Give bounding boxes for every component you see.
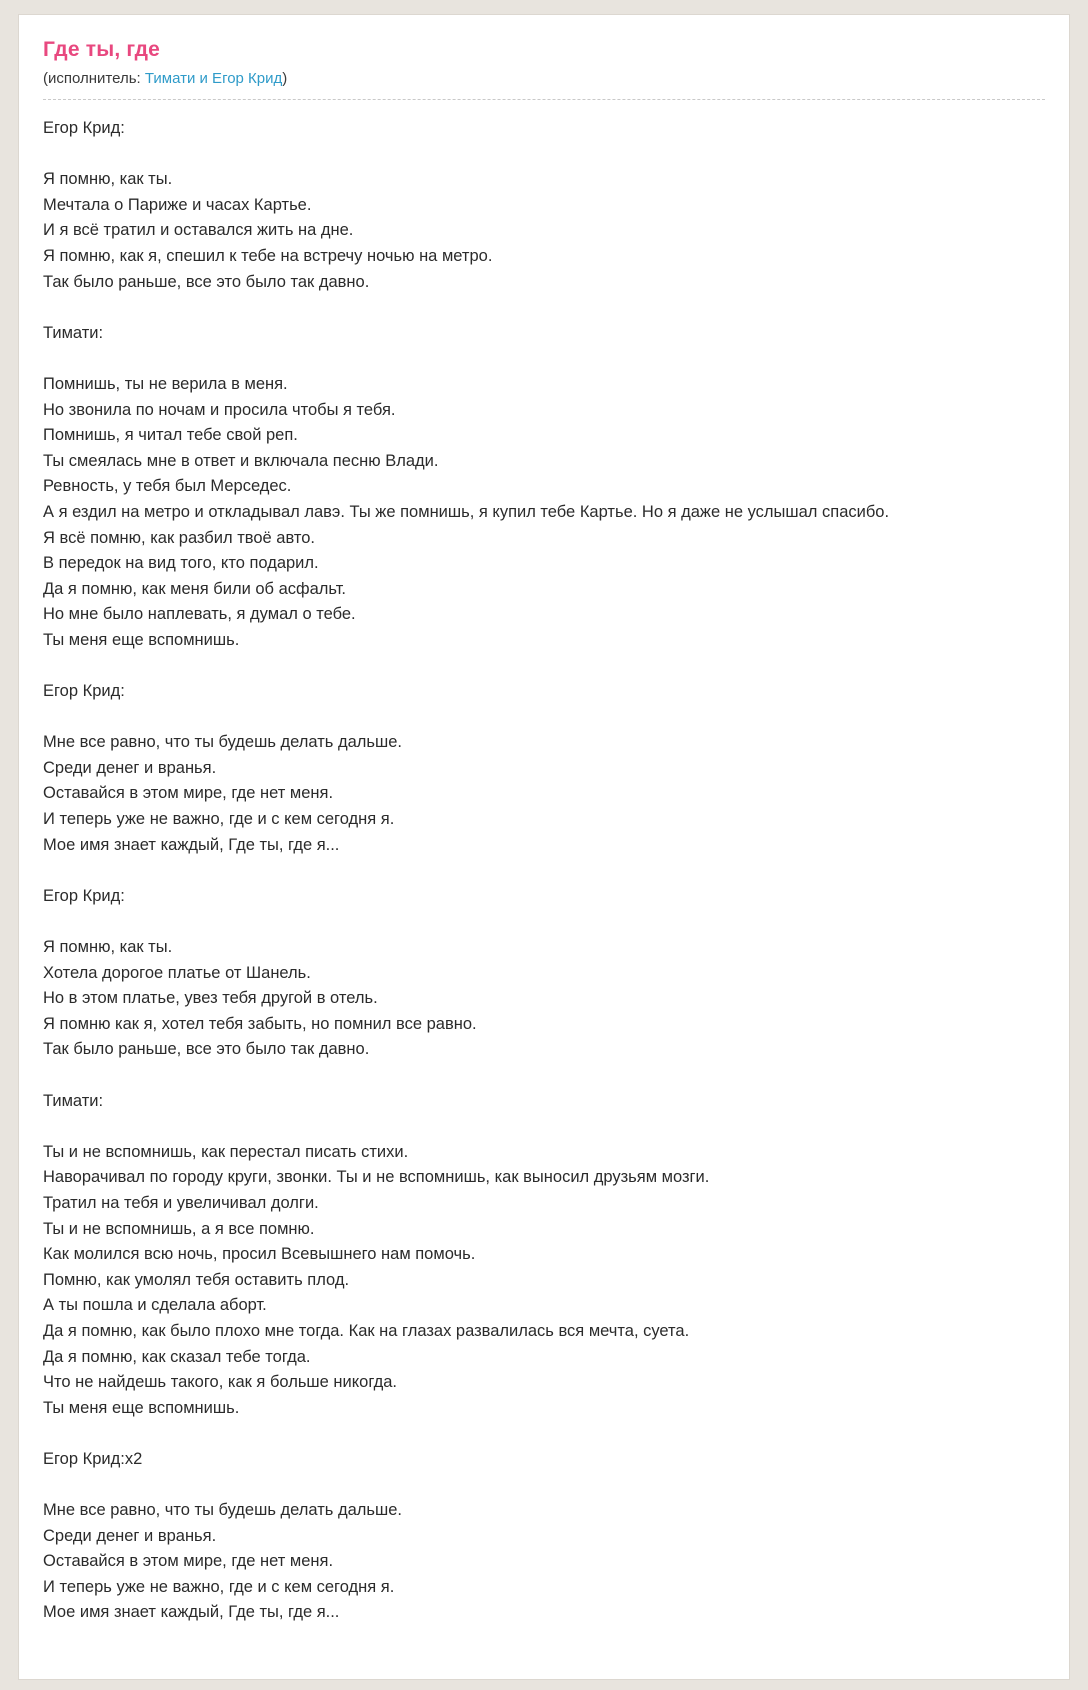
- lyrics-line: И теперь уже не важно, где и с кем сегодня я.: [43, 810, 395, 829]
- lyrics-line: Я помню, как ты.: [43, 170, 173, 189]
- blank-line: [43, 909, 1045, 935]
- lyrics-sheet: [18, 14, 1070, 1680]
- lyrics-line: Оставайся в этом мире, где нет меня.: [43, 1552, 334, 1571]
- lyrics-stanza: [43, 679, 1045, 884]
- blank-line: [43, 142, 1045, 168]
- lyrics-line: Среди денег и вранья.: [43, 758, 217, 777]
- lyrics-line: Мое имя знает каждый, Где ты, где я...: [43, 1603, 340, 1622]
- stanza-speaker: Егор Крид:: [43, 886, 125, 905]
- blank-line: [43, 858, 1045, 884]
- lyrics-line: Что не найдешь такого, как я больше никогда.: [43, 1373, 398, 1392]
- blank-line: [43, 1063, 1045, 1089]
- lyrics-line: Помню, как умолял тебя оставить плод.: [43, 1270, 350, 1289]
- lyrics-line: И я всё тратил и оставался жить на дне.: [43, 221, 354, 240]
- lyrics-line: Ты смеялась мне в ответ и включала песню Влади.: [43, 451, 439, 470]
- lyrics-line: Ты и не вспомнишь, а я все помню.: [43, 1219, 315, 1238]
- lyrics-line: Да я помню, как было плохо мне тогда. Как на глазах развалилась вся мечта, суета.: [43, 1321, 690, 1340]
- lyrics-line: А ты пошла и сделала аборт.: [43, 1296, 267, 1315]
- lyrics-line: Я помню как я, хотел тебя забыть, но помнил все равно.: [43, 1014, 477, 1033]
- lyrics-line: Ревность, у тебя был Мерседес.: [43, 477, 292, 496]
- performer-label: (исполнитель:: [43, 70, 141, 87]
- lyrics-line: Ты меня еще вспомнишь.: [43, 1398, 240, 1417]
- blank-line: [43, 1472, 1045, 1498]
- blank-line: [43, 1114, 1045, 1140]
- blank-line: [43, 295, 1045, 321]
- lyrics-stanza: [43, 1447, 1045, 1626]
- performer-paren-close: ): [282, 70, 288, 87]
- stanza-speaker: Егор Крид:х2: [43, 1449, 143, 1468]
- blank-line: [43, 1421, 1045, 1447]
- lyrics-line: Да я помню, как меня били об асфальт.: [43, 579, 347, 598]
- lyrics-line: Помнишь, я читал тебе свой реп.: [43, 426, 298, 445]
- lyrics-line: В передок на вид того, кто подарил.: [43, 554, 319, 573]
- lyrics-line: Помнишь, ты не верила в меня.: [43, 374, 288, 393]
- lyrics-line: Я помню, как ты.: [43, 938, 173, 956]
- stanza-speaker: Егор Крид:: [43, 682, 125, 701]
- lyrics-stanza: [43, 321, 1045, 679]
- lyrics-line: Оставайся в этом мире, где нет меня.: [43, 784, 334, 803]
- lyrics-stanza: [43, 884, 1045, 1089]
- lyrics-line: Мне все равно, что ты будешь делать дальше.: [43, 1501, 402, 1520]
- blank-line: [43, 653, 1045, 679]
- lyrics-stanza: [43, 116, 1045, 321]
- lyrics-line: Но мне было наплевать, я думал о тебе.: [43, 605, 356, 624]
- lyrics-line: И теперь уже не важно, где и с кем сегодня я.: [43, 1577, 395, 1596]
- lyrics-line: Но звонила по ночам и просила чтобы я тебя.: [43, 400, 396, 419]
- lyrics-line: Да я помню, как сказал тебе тогда.: [43, 1347, 311, 1366]
- lyrics-body: [43, 116, 1045, 1626]
- lyrics-line: Так было раньше, все это было так давно.: [43, 272, 370, 291]
- lyrics-line: А я ездил на метро и откладывал лавэ. Ты же помнишь, я купил тебе Картье. Но я даже не услышал спасибо.: [43, 502, 890, 521]
- stanza-speaker: Тимати:: [43, 323, 104, 342]
- performer-link[interactable]: Тимати и Егор Крид: [144, 70, 283, 87]
- stanza-speaker: Тимати:: [43, 1091, 104, 1110]
- blank-line: [43, 346, 1045, 372]
- lyrics-line: Ты и не вспомнишь, как перестал писать стихи.: [43, 1142, 409, 1161]
- blank-line: [43, 705, 1045, 731]
- stanza-speaker: Егор Крид:: [43, 119, 125, 137]
- lyrics-line: Среди денег и вранья.: [43, 1526, 217, 1545]
- page-title: Где ты, где: [43, 38, 160, 61]
- lyrics-line: Но в этом платье, увез тебя другой в отель.: [43, 989, 378, 1008]
- performer-line: [43, 69, 1045, 100]
- lyrics-line: Наворачивал по городу круги, звонки. Ты и не вспомнишь, как выносил друзьям мозги.: [43, 1168, 710, 1187]
- lyrics-line: Я помню, как я, спешил к тебе на встречу ночью на метро.: [43, 246, 493, 265]
- lyrics-line: Хотела дорогое платье от Шанель.: [43, 963, 311, 982]
- lyrics-stanza: [43, 1089, 1045, 1447]
- lyrics-line: Как молился всю ночь, просил Всевышнего нам помочь.: [43, 1245, 476, 1264]
- lyrics-line: Так было раньше, все это было так давно.: [43, 1040, 370, 1059]
- lyrics-line: Я всё помню, как разбил твоё авто.: [43, 528, 315, 547]
- lyrics-line: Мое имя знает каждый, Где ты, где я...: [43, 835, 340, 854]
- lyrics-line: Мечтала о Париже и часах Картье.: [43, 195, 312, 214]
- lyrics-line: Тратил на тебя и увеличивал долги.: [43, 1193, 319, 1212]
- lyrics-line: Ты меня еще вспомнишь.: [43, 630, 240, 649]
- lyrics-line: Мне все равно, что ты будешь делать дальше.: [43, 733, 402, 752]
